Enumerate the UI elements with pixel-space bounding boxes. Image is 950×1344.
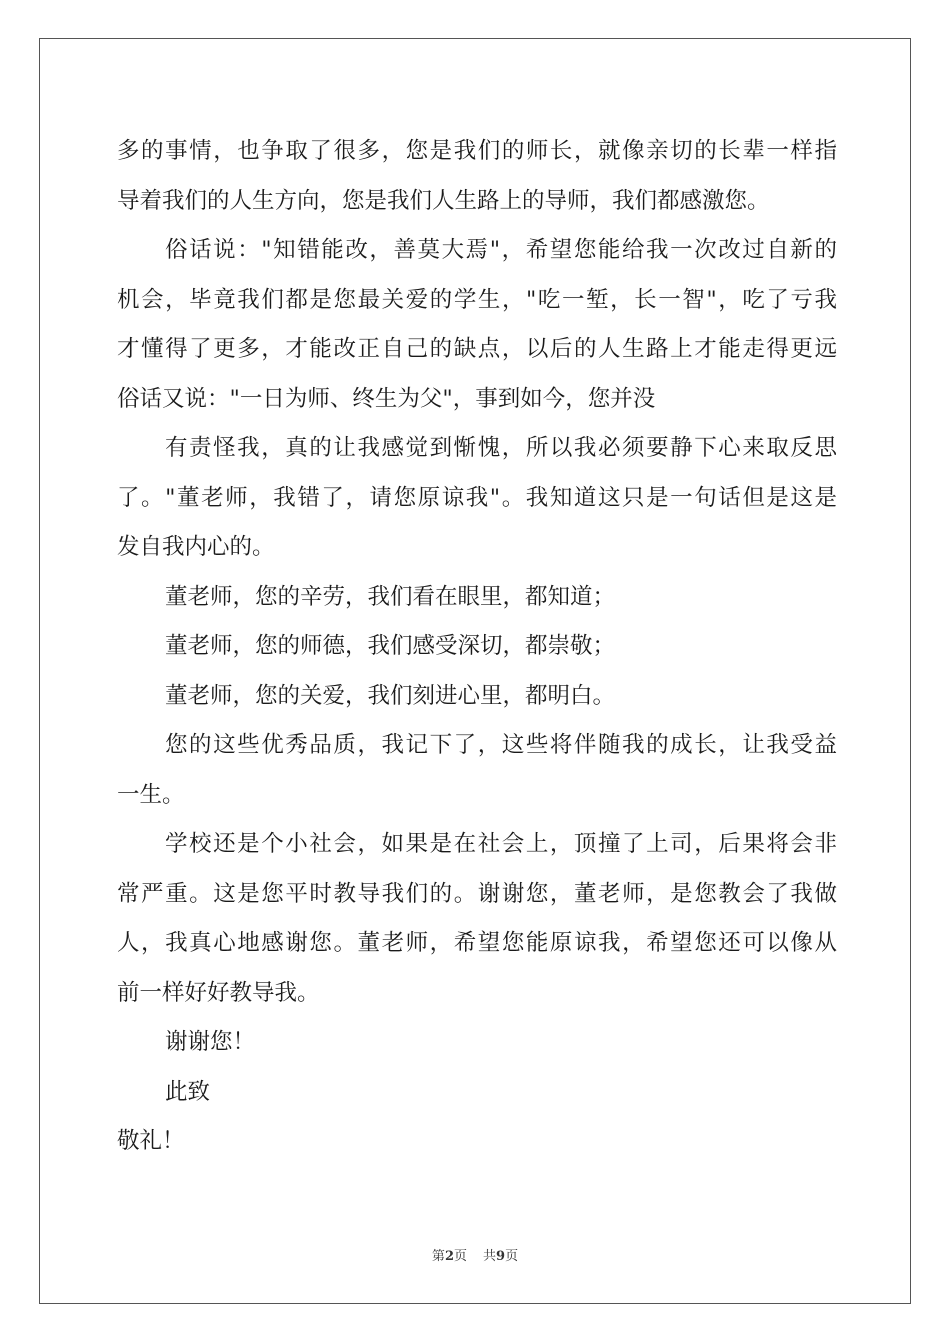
- letter-body: [117, 127, 837, 1167]
- body-line: 学校还是个小社会，如果是在社会上，顶撞了上司，后果将会非: [165, 831, 837, 857]
- footer-prefix: 第: [431, 1249, 445, 1264]
- body-line: 有责怪我，真的让我感觉到惭愧，所以我必须要静下心来取反思: [165, 435, 837, 461]
- body-line: 前一样好好教导我。: [117, 979, 320, 1006]
- footer-total-suffix: 页: [505, 1249, 519, 1264]
- body-line: 导着我们的人生方向，您是我们人生路上的导师，我们都感激您。: [117, 187, 770, 214]
- current-page-number: 2: [444, 1249, 454, 1264]
- body-line: 董老师，您的辛劳，我们看在眼里，都知道；: [165, 583, 616, 610]
- closing-salutation: 此致: [165, 1078, 211, 1105]
- body-line: 您的这些优秀品质，我记下了，这些将伴随我的成长，让我受益: [165, 732, 837, 758]
- body-line: 董老师，您的师德，我们感受深切，都崇敬；: [165, 633, 616, 659]
- body-line: 人，我真心地感谢您。董老师，希望您能原谅我，希望您还可以像从: [117, 930, 837, 956]
- body-line: 俗话又说："一日为师、终生为父"，事到如今，您并没: [117, 385, 656, 412]
- body-line: 一生。: [117, 781, 185, 808]
- closing-regards: 敬礼！: [117, 1128, 185, 1154]
- closing-thanks: 谢谢您！: [165, 1029, 256, 1055]
- body-line: 机会，毕竟我们都是您最关爱的学生，"吃一堑，长一智"，吃了亏我: [117, 286, 837, 313]
- body-line: 才懂得了更多，才能改正自己的缺点，以后的人生路上才能走得更远: [117, 336, 837, 362]
- body-line: 多的事情，也争取了很多，您是我们的师长，就像亲切的长辈一样指: [117, 138, 837, 164]
- body-line: 了。"董老师，我错了，请您原谅我"。我知道这只是一句话但是这是: [117, 484, 837, 511]
- body-line: 发自我内心的。: [117, 534, 275, 560]
- total-page-count: 9: [496, 1249, 506, 1264]
- page-number-footer: [0, 1248, 950, 1266]
- body-line: 董老师，您的关爱，我们刻进心里，都明白。: [165, 682, 616, 709]
- footer-total-prefix: 共: [483, 1249, 497, 1264]
- body-line: 常严重。这是您平时教导我们的。谢谢您，董老师，是您教会了我做: [117, 880, 837, 907]
- footer-page-suffix: 页: [453, 1249, 467, 1264]
- body-line: 俗话说："知错能改，善莫大焉"，希望您能给我一次改过自新的: [165, 237, 837, 263]
